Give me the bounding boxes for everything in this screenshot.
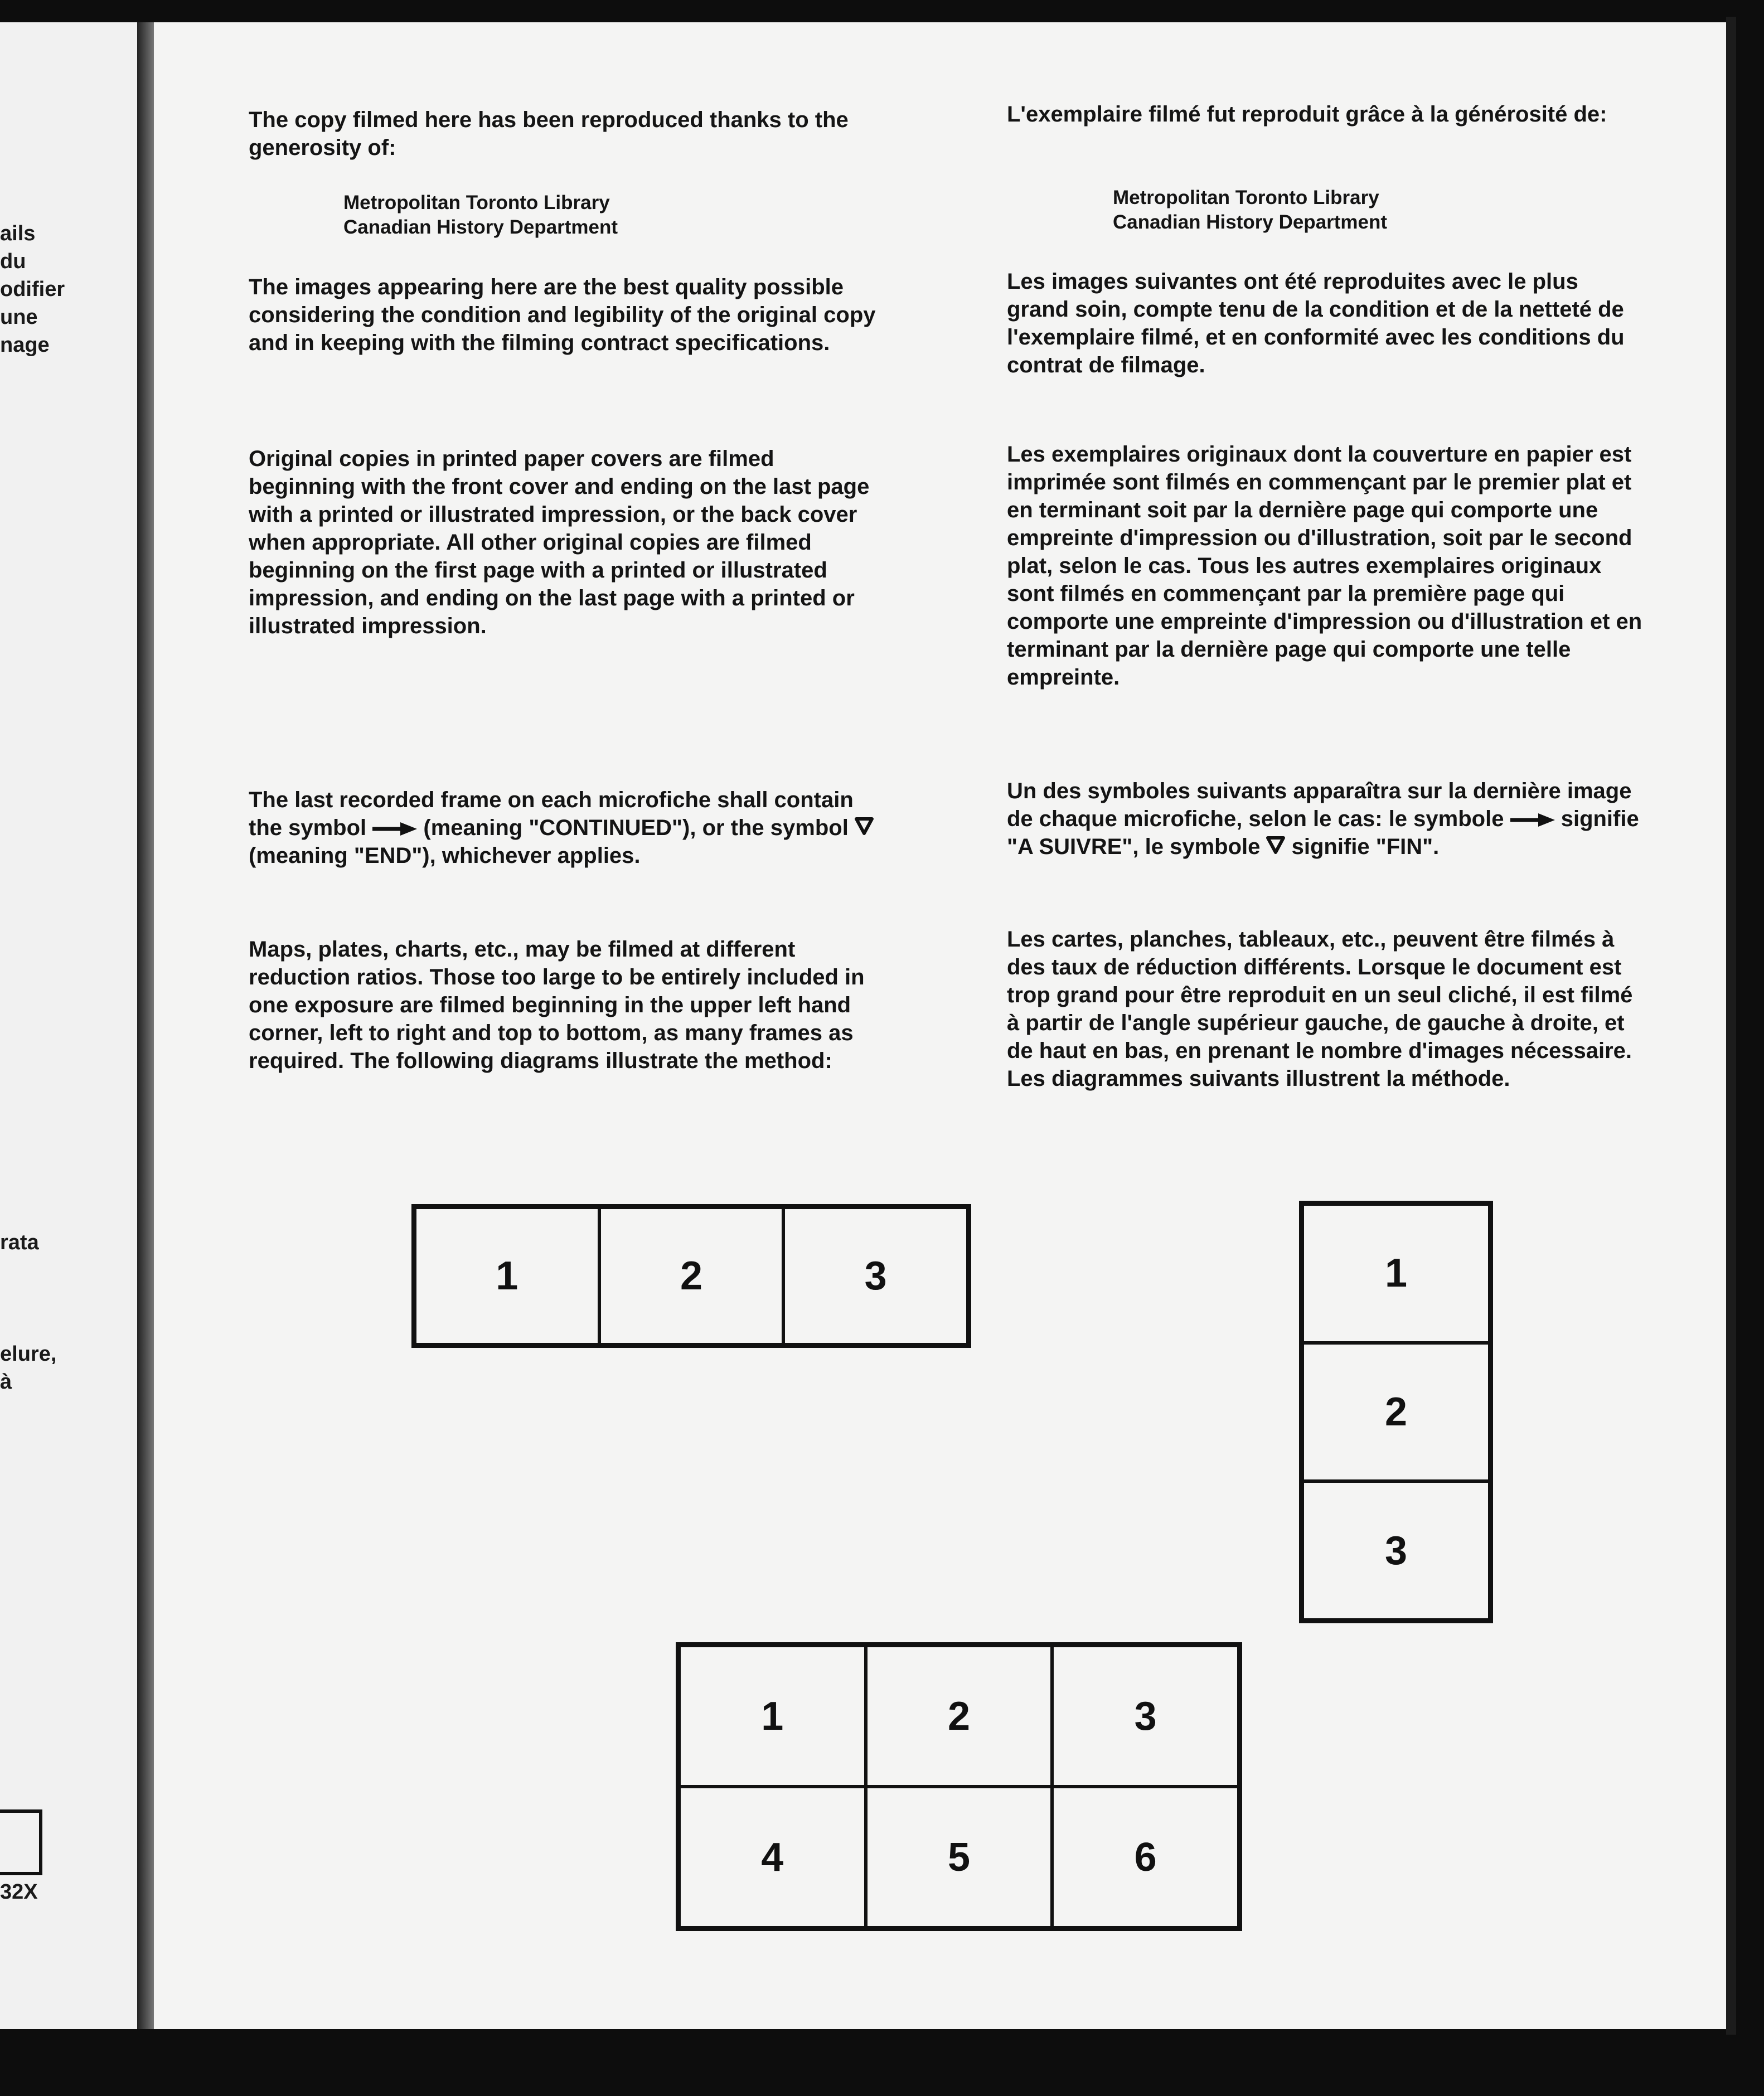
diagram-frame: 3 xyxy=(1052,1646,1239,1787)
en-symbol-text-3: (meaning "END"), whichever applies. xyxy=(249,843,641,868)
fr-library-dept: Canadian History Department xyxy=(1113,211,1388,233)
margin-fragment: du xyxy=(0,250,26,273)
en-library-dept: Canadian History Department xyxy=(343,216,618,238)
diagram-frame: 5 xyxy=(866,1787,1053,1928)
fr-symbol-text-3: signifie "FIN". xyxy=(1291,834,1440,859)
arrow-right-icon xyxy=(1510,812,1555,828)
fr-symbol-text-2: signifie "A SUIVRE", le symbole xyxy=(1007,807,1639,859)
fr-library-name: Metropolitan Toronto Library xyxy=(1113,187,1379,208)
diagram-frame: 3 xyxy=(783,1207,968,1345)
diagram-frame: 1 xyxy=(679,1646,866,1787)
english-column xyxy=(249,106,884,162)
diagram-frame: 1 xyxy=(415,1207,599,1345)
fr-covers: Les exemplaires originaux dont la couverture en papier est imprimée sont filmés en commençant par le premier plat et en terminant soit par la dernière page qui comporte une empreinte d'impression ou d'illustration, soit par le second plat, selon le cas. Tous les autres exemplaires originaux sont filmés en commençant par la première page qui comporte une empreinte d'impression ou d'illustration et en terminant par la dernière page qui comporte une telle empreinte. xyxy=(1007,442,1642,690)
en-maps-block xyxy=(249,935,884,1075)
arrow-right-icon xyxy=(372,821,417,837)
en-quality-block xyxy=(249,273,884,357)
diagram-frame: 4 xyxy=(679,1787,866,1928)
margin-fragment: ails xyxy=(0,222,36,245)
diagram-frame: 2 xyxy=(866,1646,1053,1787)
margin-fragment: une xyxy=(0,305,38,329)
french-column xyxy=(1007,100,1642,128)
en-credit xyxy=(343,191,845,240)
margin-fragment: nage xyxy=(0,333,50,357)
en-maps: Maps, plates, charts, etc., may be filmed at different reduction ratios. Those too large to be entirely included in one exposure are filmed beginning in the upper left hand corner, left to right and top to bottom, as many frames as required. The following diagrams illustrate the method: xyxy=(249,937,865,1073)
en-symbol-paragraph xyxy=(249,786,884,870)
en-library-name: Metropolitan Toronto Library xyxy=(343,192,610,214)
diagram-column-of-three xyxy=(1299,1201,1493,1623)
fr-credit xyxy=(1113,186,1615,235)
en-covers-block xyxy=(249,445,884,640)
margin-fragment: 32X xyxy=(0,1880,38,1904)
down-triangle-icon xyxy=(1266,836,1285,854)
fr-quality-block xyxy=(1007,268,1642,379)
book-gutter xyxy=(137,22,154,2029)
fr-symbol-text-1: Un des symboles suivants apparaîtra sur la dernière image de chaque microfiche, selon le cas: le symbole xyxy=(1007,779,1632,831)
en-quality: The images appearing here are the best quality possible considering the condition and legibility of the original copy and in keeping with the filming contract specifications. xyxy=(249,275,876,355)
fr-maps-block xyxy=(1007,925,1642,1093)
margin-fragment: elure, xyxy=(0,1342,57,1366)
diagram-grid-of-six xyxy=(676,1642,1242,1931)
fr-quality: Les images suivantes ont été reproduites avec le plus grand soin, compte tenu de la condition et de la netteté de l'exemplaire filmé, et en conformité avec les conditions du contrat de filmage. xyxy=(1007,269,1625,377)
en-thanks: The copy filmed here has been reproduced thanks to the generosity of: xyxy=(249,108,849,160)
margin-fragment: rata xyxy=(0,1231,39,1254)
margin-fragment: à xyxy=(0,1370,12,1394)
diagram-frame: 2 xyxy=(1302,1343,1490,1482)
fr-symbol-paragraph xyxy=(1007,777,1642,861)
en-symbol-block xyxy=(249,786,884,870)
margin-fragment: odifier xyxy=(0,278,65,301)
fr-maps: Les cartes, planches, tableaux, etc., peuvent être filmés à des taux de réduction différents. Lorsque le document est trop grand pour être reproduit en un seul cliché, il est filmé à partir de l'angle supérieur gauche, de gauche à droite, et de haut en bas, en prenant le nombre d'images nécessaire. Les diagrammes suivants illustrent la méthode. xyxy=(1007,927,1633,1091)
previous-page-edge xyxy=(0,22,139,2029)
page-right-edge xyxy=(1726,17,1736,2035)
diagram-row-of-three xyxy=(411,1204,971,1348)
fr-thanks: L'exemplaire filmé fut reproduit grâce à la générosité de: xyxy=(1007,102,1607,127)
diagram-frame: 2 xyxy=(599,1207,784,1345)
en-covers: Original copies in printed paper covers are filmed beginning with the front cover and ending on the last page with a printed or illustrated impression, or the back cover when appropriate. All other original copies are filmed beginning on the first page with a printed or illustrated impression, and ending on the last page with a printed or illustrated impression. xyxy=(249,447,870,638)
fr-covers-block xyxy=(1007,440,1642,691)
diagram-frame: 6 xyxy=(1052,1787,1239,1928)
diagram-frame: 3 xyxy=(1302,1481,1490,1620)
en-symbol-text-1: The last recorded frame on each microfiche shall contain the symbol xyxy=(249,788,854,840)
diagram-frame: 1 xyxy=(1302,1204,1490,1343)
down-triangle-icon xyxy=(855,817,874,835)
margin-box xyxy=(0,1809,42,1875)
en-symbol-text-2: (meaning "CONTINUED"), or the symbol xyxy=(423,816,849,840)
fr-symbol-block xyxy=(1007,777,1642,861)
